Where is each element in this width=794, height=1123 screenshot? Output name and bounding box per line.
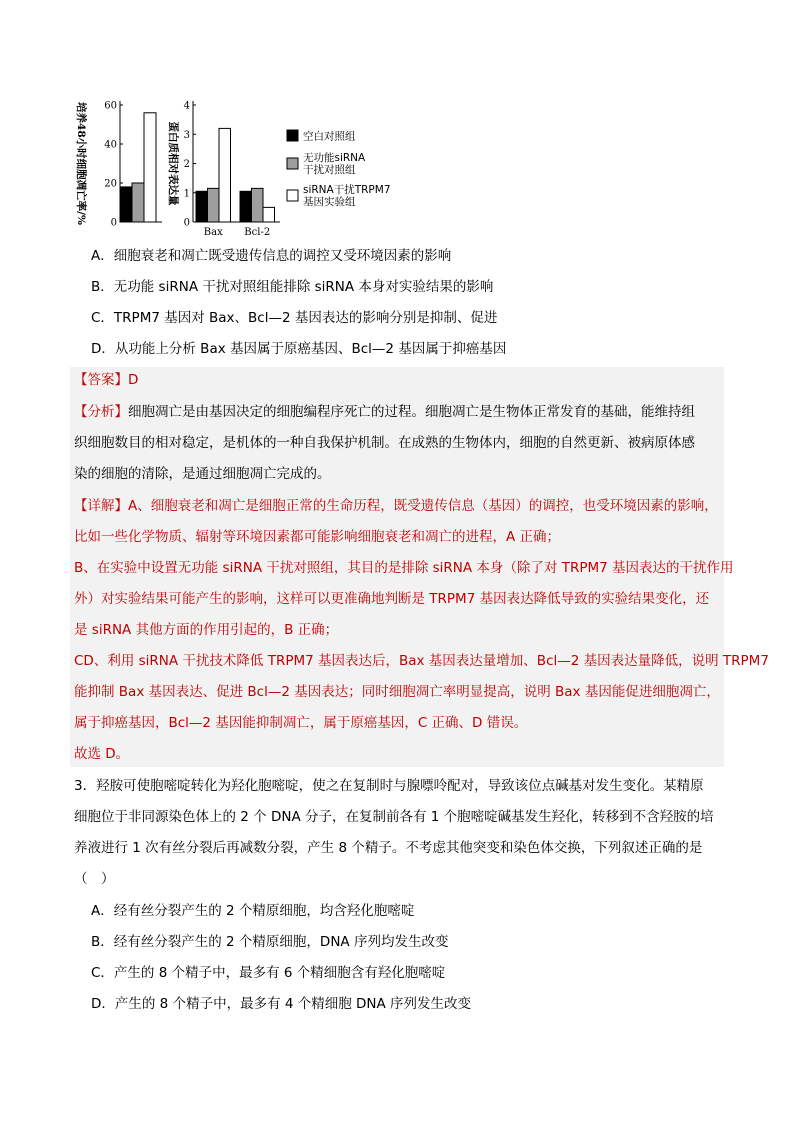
- protein-chart-bar: [252, 188, 264, 222]
- option-d: D．从功能上分析 Bax 基因属于原癌基因、Bcl—2 基因属于抑癌基因: [91, 341, 507, 357]
- question3-option-c: C．产生的 8 个精子中，最多有 6 个精细胞含有羟化胞嘧啶: [91, 965, 446, 981]
- apoptosis-chart-tick-label: 0: [110, 217, 117, 229]
- analysis-tag: 【分析】: [74, 404, 128, 420]
- question3-line-2: 细胞位于非同源染色体上的 2 个 DNA 分子，在复制前各有 1 个胞嘧啶碱基发生羟化，转移到不含羟胺的培: [74, 809, 714, 825]
- answer-line: [74, 370, 138, 390]
- apoptosis-chart-bar: [120, 187, 132, 222]
- detail-text-1: A、细胞衰老和凋亡是细胞正常的生命历程，既受遗传信息（基因）的调控，也受环境因素的影响，: [128, 498, 718, 514]
- question3-line-1: 3．羟胺可使胞嘧啶转化为羟化胞嘧啶，使之在复制时与腺嘌呤配对，导致该位点碱基对发生变化。某精原: [74, 778, 704, 794]
- legend-swatch: [287, 158, 298, 169]
- legend-label: 干扰对照组: [303, 164, 356, 176]
- apoptosis-rate-chart: [75, 101, 162, 229]
- conclusion-line: 故选 D。: [74, 746, 130, 762]
- figure-charts: [70, 92, 400, 242]
- option-a: A．细胞衰老和凋亡既受遗传信息的调控又受环境因素的影响: [91, 248, 452, 264]
- apoptosis-chart-tick-label: 20: [104, 178, 117, 190]
- option-c: C．TRPM7 基因对 Bax、Bcl—2 基因表达的影响分别是抑制、促进: [91, 310, 498, 326]
- protein-chart-category-label: Bcl-2: [244, 227, 271, 238]
- legend-swatch: [287, 190, 298, 201]
- detail-line-1: [74, 496, 718, 516]
- protein-chart-bar: [208, 188, 220, 222]
- apoptosis-chart-tick-label: 40: [104, 139, 117, 151]
- legend-label: 基因实验组: [303, 196, 356, 208]
- detail-line-5: 是 siRNA 其他方面的作用引起的，B 正确；: [74, 622, 339, 638]
- legend-label: siRNA干扰TRPM7: [303, 184, 391, 196]
- protein-chart-bar: [196, 191, 208, 222]
- protein-expression-chart: [167, 101, 280, 239]
- detail-tag: 【详解】: [74, 498, 128, 514]
- protein-chart-tick-label: 4: [183, 100, 190, 112]
- protein-chart-tick-label: 1: [183, 188, 190, 200]
- legend-swatch: [287, 130, 298, 141]
- legend-label: 无功能siRNA: [303, 152, 366, 164]
- question3-line-4: （ ）: [74, 871, 115, 887]
- chart-legend: [287, 130, 391, 209]
- protein-chart-bar: [219, 128, 231, 222]
- analysis-text-1: 细胞凋亡是由基因决定的细胞编程序死亡的过程。细胞凋亡是生物体正常发育的基础，能维持组: [128, 404, 695, 420]
- protein-chart-tick-label: 2: [183, 159, 190, 170]
- apoptosis-chart-tick-label: 60: [104, 100, 117, 112]
- question3-option-b: B．经有丝分裂产生的 2 个精原细胞，DNA 序列均发生改变: [91, 934, 449, 950]
- detail-line-6: CD、利用 siRNA 干扰技术降低 TRPM7 基因表达后，Bax 基因表达量增加、Bcl—2 基因表达量降低，说明 TRPM7: [74, 653, 769, 669]
- protein-chart-bar: [263, 207, 275, 222]
- apoptosis-chart-y-label: 培养48小时细胞凋亡率/%: [75, 102, 87, 225]
- protein-chart-bar: [240, 191, 252, 222]
- apoptosis-chart-bar: [144, 113, 156, 222]
- detail-line-7: 能抑制 Bax 基因表达、促进 Bcl—2 基因表达；同时细胞凋亡率明显提高，说明 Bax 基因能促进细胞凋亡，: [74, 684, 720, 700]
- detail-line-4: 外）对实验结果可能产生的影响，这样可以更准确地判断是 TRPM7 基因表达降低导致的实验结果变化，还: [74, 591, 710, 607]
- question3-line-3: 养液进行 1 次有丝分裂后再减数分裂，产生 8 个精子。不考虑其他突变和染色体交换，下列叙述正确的是: [74, 840, 703, 856]
- protein-chart-category-label: Bax: [203, 227, 223, 238]
- option-b: B．无功能 siRNA 干扰对照组能排除 siRNA 本身对实验结果的影响: [91, 279, 494, 295]
- protein-chart-tick-label: 3: [183, 129, 190, 141]
- detail-line-3: B、在实验中设置无功能 siRNA 干扰对照组，其目的是排除 siRNA 本身（除了对 TRPM7 基因表达的干扰作用: [74, 560, 734, 576]
- protein-chart-tick-label: 0: [183, 217, 190, 229]
- analysis-line-2: 织细胞数目的相对稳定，是机体的一种自我保护机制。在成熟的生物体内，细胞的自然更新、被病原体感: [74, 435, 695, 451]
- detail-line-8: 属于抑癌基因，Bcl—2 基因能抑制凋亡，属于原癌基因，C 正确、D 错误。: [74, 715, 528, 731]
- analysis-line-3: 染的细胞的清除，是通过细胞凋亡完成的。: [74, 466, 331, 482]
- legend-label: 空白对照组: [303, 130, 356, 143]
- question3-option-a: A．经有丝分裂产生的 2 个精原细胞，均含羟化胞嘧啶: [91, 903, 415, 919]
- detail-line-2: 比如一些化学物质、辐射等环境因素都可能影响细胞衰老和凋亡的进程，A 正确；: [74, 529, 561, 545]
- protein-chart-y-label: 蛋白质相对表达量: [167, 121, 179, 206]
- question3-option-d: D．产生的 8 个精子中，最多有 4 个精细胞 DNA 序列发生改变: [91, 996, 472, 1012]
- analysis-line-1: [74, 402, 695, 422]
- answer-value: D: [128, 372, 139, 388]
- apoptosis-chart-bar: [132, 183, 144, 222]
- answer-tag: 【答案】: [74, 372, 128, 388]
